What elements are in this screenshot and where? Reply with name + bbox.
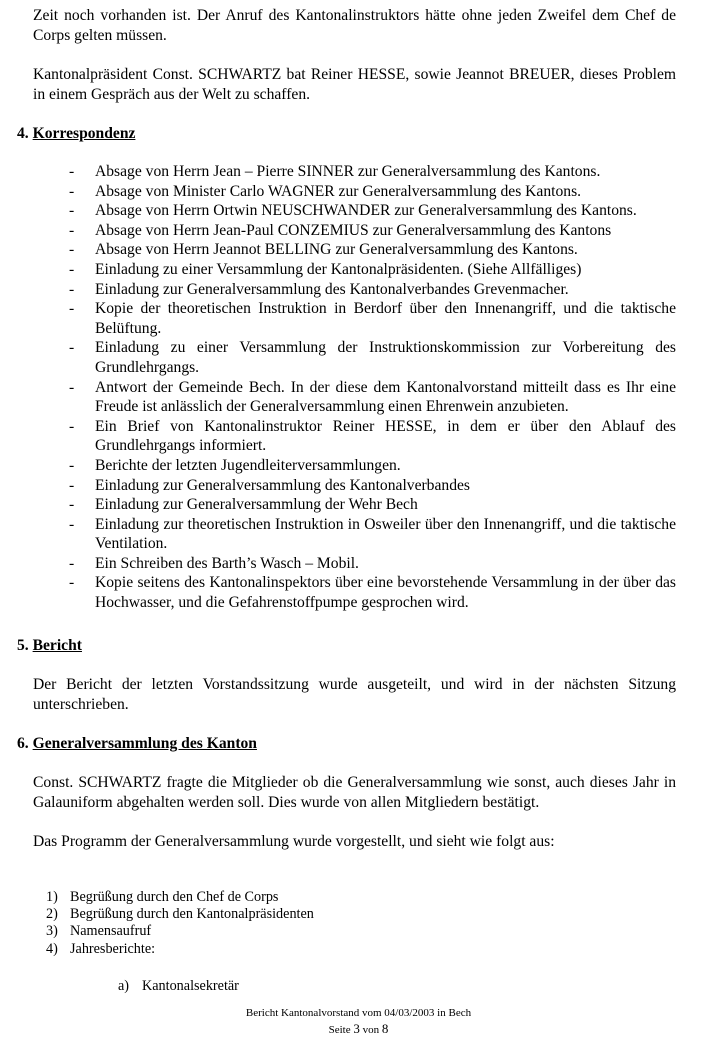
list-item <box>0 495 676 515</box>
list-item <box>0 476 676 496</box>
list-item <box>0 162 676 182</box>
list-item <box>0 201 676 221</box>
list-item-text: Absage von Herrn Jean-Paul CONZEMIUS zur Generalversammlung des Kantons <box>95 221 612 239</box>
list-dash: - <box>69 300 75 318</box>
list-item-text: Kopie der theoretischen Instruktion in Berdorf über den Innenangriff, und die taktische Belüftung. <box>95 300 676 337</box>
item-text: Begrüßung durch den Chef de Corps <box>70 889 279 905</box>
program-list <box>0 889 314 958</box>
sub-item-letter: a) <box>118 978 130 994</box>
list-item <box>0 889 314 906</box>
list-item-text: Einladung zur Generalversammlung des Kantonalverbandes Grevenmacher. <box>95 280 569 298</box>
list-item-text: Absage von Herrn Jean – Pierre SINNER zur Generalversammlung des Kantons. <box>95 163 601 180</box>
list-item-text: Ein Schreiben des Barth’s Wasch – Mobil. <box>95 554 359 572</box>
section-5-text: Der Bericht der letzten Vorstandssitzung wurde ausgeteilt, und wird in der nächsten Sitzung unterschrieben. <box>33 676 676 713</box>
item-number: 2) <box>46 906 58 923</box>
section-4-heading <box>17 124 135 144</box>
footer-page-number <box>0 1021 717 1038</box>
list-dash: - <box>69 260 75 278</box>
list-dash: - <box>69 476 75 494</box>
list-item <box>0 906 314 923</box>
list-item-text: Einladung zur Generalversammlung des Kantonalverbandes <box>95 476 470 494</box>
list-item <box>0 240 676 260</box>
list-item-text: Einladung zu einer Versammlung der Kantonalpräsidenten. (Siehe Allfälliges) <box>95 260 582 278</box>
section-4-number: 4. <box>17 125 29 142</box>
correspondence-list <box>0 162 717 613</box>
list-item-text: Kopie seitens des Kantonalinspektors über eine bevorstehende Versammlung in der über das Hochwasser, und die Gefahrenstoffpumpe gesprochen wird. <box>95 574 676 612</box>
section-5-heading <box>17 636 82 656</box>
item-text: Namensaufruf <box>70 923 152 940</box>
section-6-number: 6. <box>17 735 29 752</box>
list-item-text: Berichte der letzten Jugendleiterversammlungen. <box>95 456 401 474</box>
list-item-text: Einladung zur Generalversammlung der Wehr Bech <box>95 496 418 514</box>
section-6-paragraph-1: Const. SCHWARTZ fragte die Mitglieder ob die Generalversammlung wie sonst, auch dieses Jahr in Galauniform abgehalten werden soll. Dies wurde von allen Mitgliedern bestätigt. <box>33 774 676 811</box>
item-text: Jahresberichte: <box>70 940 156 957</box>
list-item <box>0 221 676 241</box>
section-6-paragraph-2: Das Programm der Generalversammlung wurde vorgestellt, und sieht wie folgt aus: <box>33 833 555 850</box>
list-item <box>0 515 676 554</box>
footer-report-line: Bericht Kantonalvorstand vom 04/03/2003 in Bech <box>245 1007 472 1019</box>
list-dash: - <box>69 221 75 239</box>
list-item-text: Absage von Minister Carlo WAGNER zur Generalversammlung des Kantons. <box>95 182 582 200</box>
list-dash: - <box>69 496 75 514</box>
list-item <box>0 573 676 612</box>
section-6-title: Generalversammlung des Kanton <box>32 735 257 752</box>
list-item-text: Ein Brief von Kantonalinstruktor Reiner HESSE, in dem er über den Ablauf des Grundlehrgangs informiert. <box>95 417 676 455</box>
page-separator: von <box>362 1024 380 1036</box>
list-dash: - <box>69 202 75 220</box>
intro-paragraph-2: Kantonalpräsident Const. SCHWARTZ bat Reiner HESSE, sowie Jeannot BREUER, dieses Problem in einem Gespräch aus der Welt zu schaffen. <box>33 66 676 103</box>
list-item <box>0 923 314 940</box>
list-item-text: Einladung zu einer Versammlung der Instruktionskommission zur Vorbereitung des Grundlehrgangs. <box>95 339 676 376</box>
list-item-text: Absage von Herrn Ortwin NEUSCHWANDER zur Generalversammlung des Kantons. <box>95 202 637 220</box>
section-5-number: 5. <box>17 637 29 654</box>
list-dash: - <box>69 554 75 572</box>
list-item <box>0 456 676 476</box>
list-dash: - <box>69 417 75 435</box>
intro-paragraph-1: Zeit noch vorhanden ist. Der Anruf des Kantonalinstruktors hätte ohne jeden Zweifel dem Chef de Corps gelten müssen. <box>33 7 676 44</box>
page-label: Seite <box>328 1024 351 1036</box>
list-dash: - <box>69 280 75 298</box>
list-item <box>0 417 676 456</box>
list-dash: - <box>69 456 75 474</box>
item-number: 4) <box>46 940 58 957</box>
list-item <box>0 554 676 574</box>
list-dash: - <box>69 378 75 396</box>
list-item-text: Einladung zur theoretischen Instruktion in Osweiler über den Innenangriff, und die taktische Ventilation. <box>95 515 676 553</box>
list-dash: - <box>69 574 75 592</box>
list-item <box>0 299 676 338</box>
list-item-text: Absage von Herrn Jeannot BELLING zur Generalversammlung des Kantons. <box>95 241 578 259</box>
sub-item-text: Kantonalsekretär <box>142 978 239 994</box>
list-dash: - <box>69 182 75 200</box>
section-6-heading <box>17 734 257 754</box>
list-item <box>0 280 676 300</box>
section-4-title: Korrespondenz <box>32 125 136 142</box>
page-total: 8 <box>381 1021 389 1036</box>
list-item <box>0 182 676 202</box>
list-item <box>0 378 676 417</box>
item-number: 3) <box>46 923 58 940</box>
list-item <box>0 260 676 280</box>
list-dash: - <box>69 339 75 357</box>
list-dash: - <box>69 241 75 259</box>
program-sub-item <box>118 978 239 995</box>
list-item <box>0 338 676 377</box>
list-dash: - <box>69 515 75 533</box>
item-text: Begrüßung durch den Kantonalpräsidenten <box>70 906 314 923</box>
list-dash: - <box>69 163 75 180</box>
section-5-title: Bericht <box>32 637 82 654</box>
list-item <box>0 941 314 958</box>
item-number: 1) <box>46 889 58 905</box>
list-item-text: Antwort der Gemeinde Bech. In der diese dem Kantonalvorstand mitteilt dass es Ihr eine Freude ist anlässlich der Generalversammlung einen Ehrenwein anzubieten. <box>95 378 676 416</box>
page-current: 3 <box>353 1021 360 1036</box>
